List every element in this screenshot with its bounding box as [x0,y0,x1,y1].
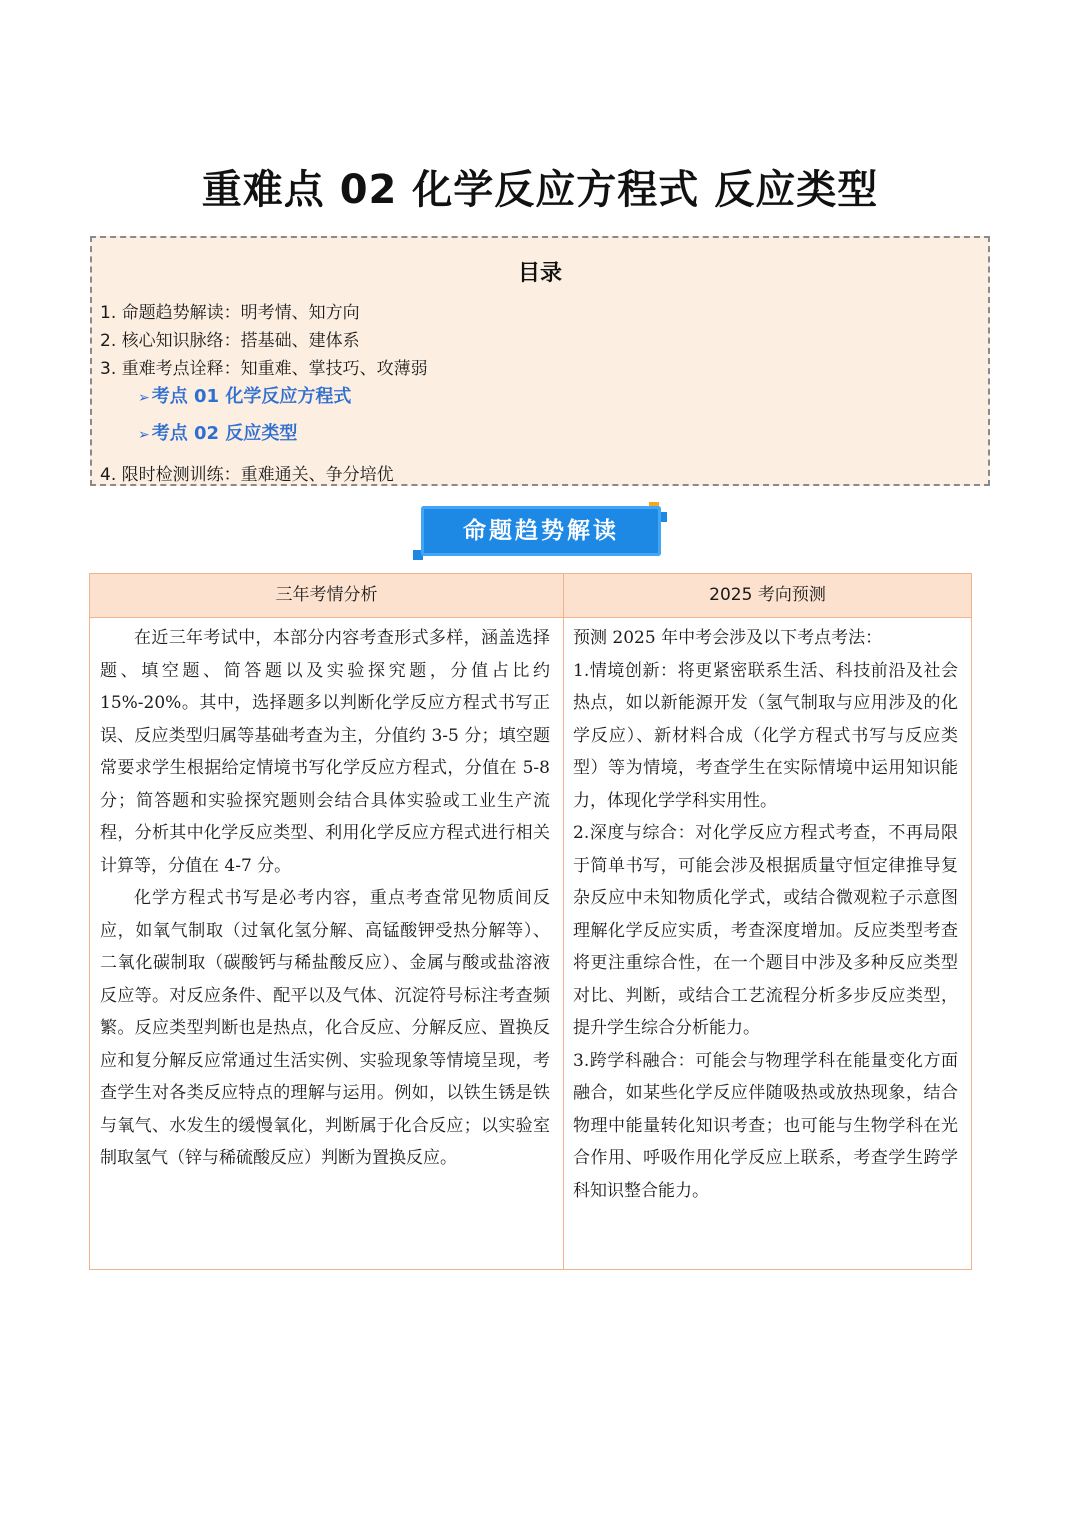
forecast-cell [573,622,958,1207]
arrow-icon: ➢ [138,427,150,443]
analysis-paragraph: 化学方程式书写是必考内容，重点考查常见物质间反应，如氧气制取（过氧化氢分解、高锰酸钾受热分解等）、二氧化碳制取（碳酸钙与稀盐酸反应）、金属与酸或盐溶液反应等。对反应条件、配平以及气体、沉淀符号标注考查频繁。反应类型判断也是热点，化合反应、分解反应、置换反应和复分解反应常通过生活实例、实验现象等情境呈现，考查学生对各类反应特点的理解与运用。例如，以铁生锈是铁与氧气、水发生的缓慢氧化，判断属于化合反应；以实验室制取氢气（锌与稀硫酸反应）判断为置换反应。 [100,888,550,1168]
forecast-point: 2.深度与综合：对化学反应方程式考查，不再局限于简单书写，可能会涉及根据质量守恒定律推导复杂反应中未知物质化学式，或结合微观粒子示意图理解化学反应实质，考查深度增加。反应类型考查将更注重综合性，在一个题目中涉及多种反应类型对比、判断，或结合工艺流程分析多步反应类型，提升学生综合分析能力。 [573,823,958,1038]
toc-item-4[interactable]: 4. 限时检测训练：重难通关、争分培优 [100,465,394,485]
toc-subitem-2[interactable] [138,419,297,445]
three-year-analysis-cell [100,622,550,1175]
section-banner [413,502,667,560]
column-divider [563,574,564,1269]
analysis-paragraph: 在近三年考试中，本部分内容考查形式多样，涵盖选择题、填空题、简答题以及实验探究题，分值占比约 15%-20%。其中，选择题多以判断化学反应方程式书写正误、反应类型归属等基础考查为主，分值约 3-5 分；填空题常要求学生根据给定情境书写化学反应方程式，分值在 5-8 分；简答题和实验探究题则会结合具体实验或工业生产流程，分析其中化学反应类型、利用化学反应方程式进行相关计算等，分值在 4-7 分。 [100,628,550,876]
forecast-intro: 预测 2025 年中考会涉及以下考点考法： [573,628,883,648]
toc-title: 目录 [517,261,562,286]
toc-subitem-label: 考点 01 化学反应方程式 [151,386,352,407]
table-header [90,574,971,618]
table-of-contents [90,236,990,486]
toc-item-1[interactable]: 1. 命题趋势解读：明考情、知方向 [100,303,360,323]
forecast-point: 3.跨学科融合：可能会与物理学科在能量变化方面融合，如某些化学反应伴随吸热或放热现象，结合物理中能量转化知识考查；也可能与生物学科在光合作用、呼吸作用化学反应上联系，考查学生跨学科知识整合能力。 [573,1050,958,1201]
header-three-year-analysis: 三年考情分析 [275,585,378,605]
page-title: 重难点 02 化学反应方程式 反应类型 [201,167,879,213]
arrow-icon: ➢ [138,390,150,406]
section-banner-label: 命题趋势解读 [421,506,661,556]
forecast-point: 1.情境创新：将更紧密联系生活、科技前沿及社会热点，如以新能源开发（氢气制取与应用涉及的化学反应）、新材料合成（化学方程式书写与反应类型）等为情境，考查学生在实际情境中运用知识能力，体现化学学科实用性。 [573,660,958,811]
header-2025-forecast: 2025 考向预测 [709,585,826,605]
toc-item-3[interactable]: 3. 重难考点诠释：知重难、掌技巧、攻薄弱 [100,359,428,379]
toc-subitem-label: 考点 02 反应类型 [151,423,298,444]
toc-item-2[interactable]: 2. 核心知识脉络：搭基础、建体系 [100,331,360,351]
analysis-table [89,573,972,1270]
toc-subitem-1[interactable] [138,382,351,408]
